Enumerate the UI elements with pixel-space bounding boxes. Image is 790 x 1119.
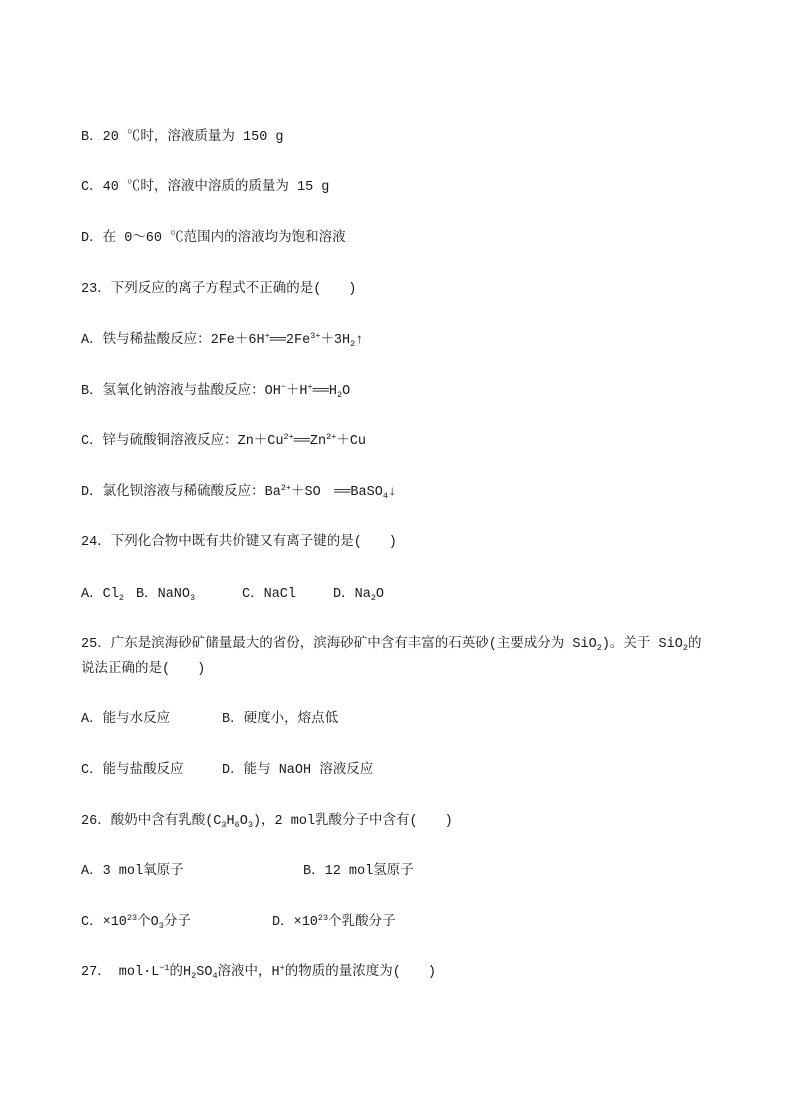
q22-option-c: C．40 ℃时，溶液中溶质的质量为 15 g	[81, 180, 330, 195]
subscript: 3	[247, 820, 253, 830]
subscript: 2	[191, 971, 197, 981]
subscript: 2	[682, 643, 688, 653]
subscript: 3	[221, 820, 227, 830]
q23-stem: 23．下列反应的离子方程式不正确的是( )	[81, 282, 357, 297]
subscript: 2	[596, 643, 602, 653]
text-segment: A．Cl	[81, 587, 119, 602]
superscript: −	[280, 382, 286, 392]
subscript: 2	[118, 593, 124, 603]
subscript: 3	[158, 921, 164, 931]
text-segment: H	[226, 814, 235, 829]
text-segment: ══2Fe	[269, 333, 311, 348]
q23-option-c	[81, 433, 366, 451]
text-segment: 25．广东是滨海砂矿储量最大的省份，滨海砂矿中含有丰富的石英砂(主要成分为 SiO	[81, 637, 597, 652]
superscript: 2+	[280, 483, 292, 493]
subscript: 2	[350, 339, 356, 349]
q23-option-b	[81, 383, 350, 401]
superscript: 2+	[326, 432, 337, 442]
superscript: 2+	[283, 432, 294, 442]
superscript: 3+	[310, 331, 321, 341]
text-segment: D．Na	[333, 587, 371, 602]
text-segment: ↑	[355, 333, 364, 348]
text-segment: 的	[687, 637, 702, 652]
text-segment: O	[239, 814, 248, 829]
text-segment: A．铁与稀盐酸反应：2Fe＋6H	[81, 333, 265, 348]
text-segment: )，2 mol乳酸分子中含有( )	[252, 814, 453, 829]
q23-option-a	[81, 332, 363, 350]
text-segment: ══Zn	[293, 434, 327, 449]
text-segment: D．×10	[272, 915, 318, 930]
subscript: 4	[212, 971, 218, 981]
text-segment: ＋H	[285, 384, 308, 399]
q24-option-b	[136, 586, 195, 604]
q24-stem: 24．下列化合物中既有共价键又有离子键的是( )	[81, 535, 397, 550]
text-segment: 26．酸奶中含有乳酸(C	[81, 814, 222, 829]
text-segment: SO	[196, 965, 213, 980]
text-segment: 的物质的量浓度为( )	[284, 965, 436, 980]
text-segment: ══H	[312, 384, 337, 399]
q25-option-d: D．能与 NaOH 溶液反应	[222, 763, 374, 778]
text-segment: B．氢氧化钠溶液与盐酸反应：OH	[81, 384, 281, 399]
superscript: −1	[159, 963, 170, 973]
text-segment: ＋Cu	[336, 434, 367, 449]
q25-option-b: B．硬度小，熔点低	[222, 712, 339, 727]
q25-stem-line2: 说法正确的是( )	[81, 662, 206, 677]
q25-stem-line1	[81, 636, 701, 654]
text-segment: 个O	[137, 915, 159, 930]
q25-option-a: A．能与水反应	[81, 712, 171, 727]
q26-option-a: A．3 mol氧原子	[81, 864, 184, 879]
q22-option-d: D．在 0～60 ℃范围内的溶液均为饱和溶液	[81, 231, 346, 246]
q22-option-b: B．20 ℃时，溶液质量为 150 g	[81, 130, 284, 145]
text-segment: C．×10	[81, 915, 127, 930]
text-segment: 溶液中，H	[217, 965, 280, 980]
q26-option-c	[81, 914, 191, 932]
text-segment: C．锌与硫酸铜溶液反应：Zn＋Cu	[81, 434, 284, 449]
q23-option-d	[81, 484, 396, 502]
q24-option-a	[81, 586, 124, 604]
q26-stem	[81, 813, 453, 831]
subscript: 3	[190, 593, 196, 603]
q24-option-c: C．NaCl	[242, 587, 297, 602]
superscript: +	[307, 382, 313, 392]
text-segment: 分子	[163, 915, 191, 930]
q26-option-b: B．12 mol氢原子	[303, 864, 414, 879]
text-segment: 27． mol·L	[81, 965, 160, 980]
text-segment: ＋3H	[320, 333, 351, 348]
text-segment: D．氯化钡溶液与稀硫酸反应：Ba	[81, 485, 281, 500]
text-segment: ＋SO ══BaSO	[291, 485, 383, 500]
text-segment: O	[375, 587, 385, 602]
superscript: +	[279, 963, 285, 973]
text-segment: 的H	[169, 965, 192, 980]
q26-option-d	[272, 914, 396, 932]
subscript: 6	[234, 820, 240, 830]
text-segment: )。关于 SiO	[601, 637, 683, 652]
text-segment: O	[342, 384, 351, 399]
superscript: 23	[317, 913, 329, 923]
superscript: 23	[126, 913, 138, 923]
q25-option-c: C．能与盐酸反应	[81, 763, 184, 778]
subscript: 2	[336, 390, 343, 400]
superscript: +	[264, 331, 270, 341]
subscript: 2	[370, 593, 376, 603]
text-segment: ↓	[387, 485, 397, 500]
text-segment: 个乳酸分子	[328, 915, 396, 930]
subscript: 4	[382, 491, 388, 501]
q27-stem	[81, 964, 436, 982]
q24-option-d	[333, 586, 384, 604]
text-segment: B．NaNO	[136, 587, 191, 602]
